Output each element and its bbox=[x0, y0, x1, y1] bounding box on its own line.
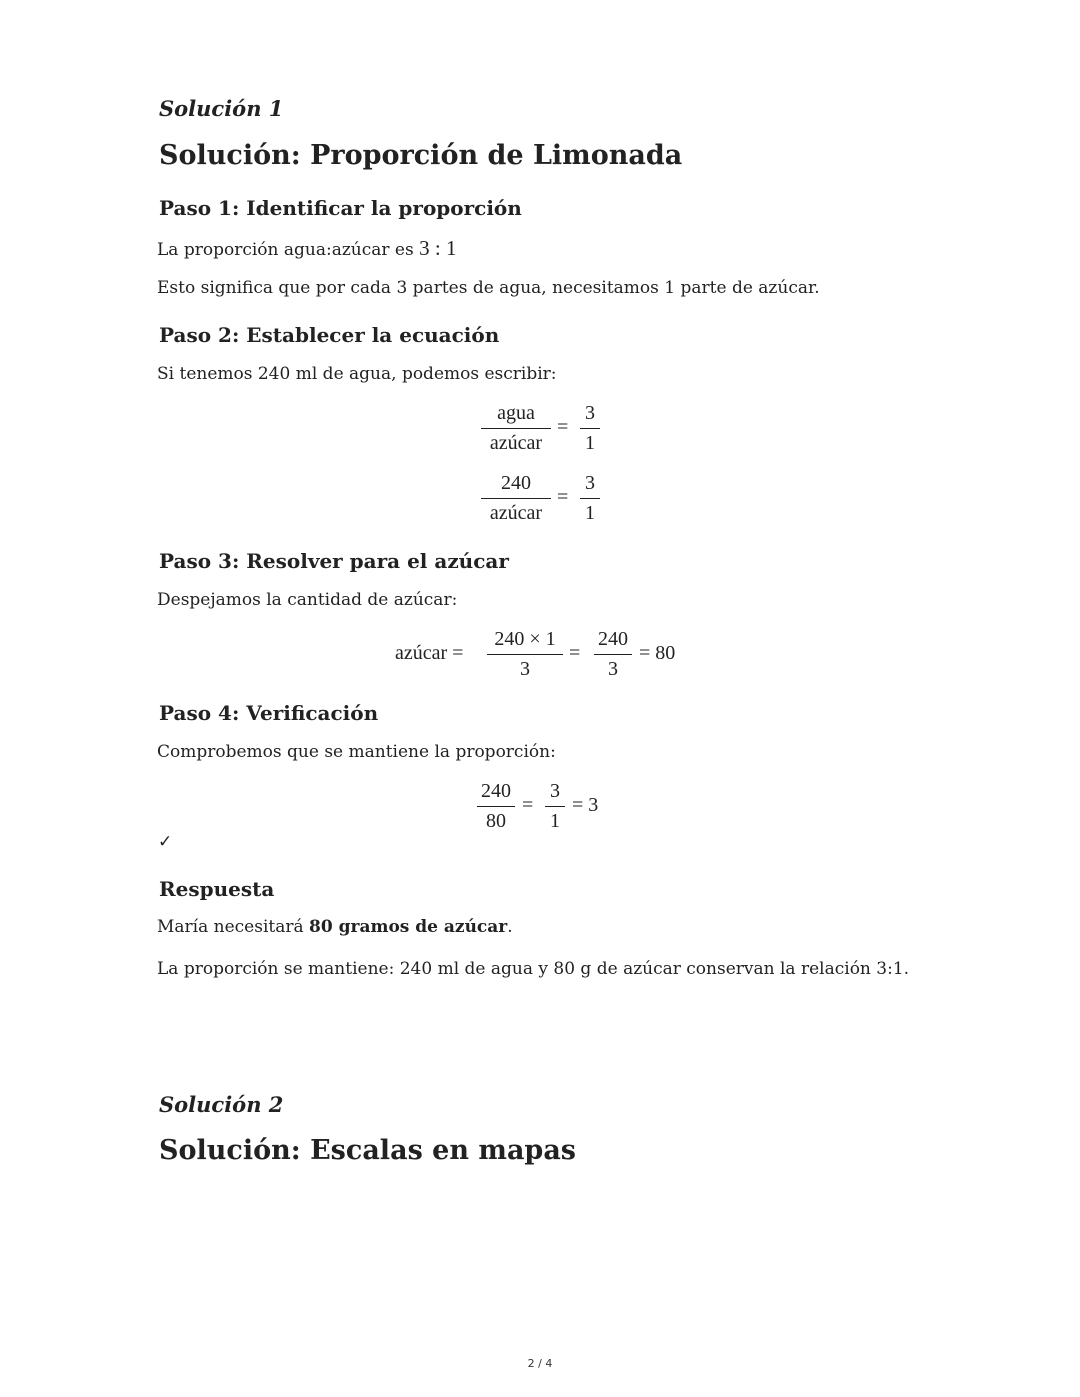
fraction bbox=[487, 626, 563, 682]
numerator: 240 × 1 bbox=[494, 628, 556, 650]
step-heading: Paso 4: Verificación bbox=[159, 701, 379, 725]
result: = 80 bbox=[639, 642, 676, 664]
check-icon: ✓ bbox=[158, 832, 173, 852]
denominator: azúcar bbox=[489, 432, 543, 454]
ratio-text-prefix: La proporción agua:azúcar es bbox=[157, 240, 420, 260]
result: = 3 bbox=[572, 794, 599, 816]
step-explanation: Esto significa que por cada 3 partes de agua, necesitamos 1 parte de azúcar. bbox=[157, 278, 820, 298]
fraction bbox=[545, 778, 565, 834]
equals-sign: = bbox=[557, 486, 569, 508]
numerator: 3 bbox=[585, 402, 595, 424]
answer-note: La proporción se mantiene: 240 ml de agua y 80 g de azúcar conservan la relación 3:1. bbox=[157, 959, 910, 979]
denominator: 1 bbox=[585, 432, 595, 454]
numerator: 240 bbox=[501, 472, 531, 494]
fraction bbox=[580, 400, 600, 456]
lhs: azúcar = bbox=[395, 642, 464, 664]
step-heading: Paso 2: Establecer la ecuación bbox=[159, 323, 500, 347]
denominator: 1 bbox=[550, 810, 560, 832]
equals-sign: = bbox=[557, 416, 569, 438]
step-heading: Paso 1: Identificar la proporción bbox=[159, 196, 522, 220]
fraction bbox=[594, 626, 632, 682]
numerator: agua bbox=[497, 402, 535, 424]
step-text: Si tenemos 240 ml de agua, podemos escribir: bbox=[157, 364, 557, 384]
denominator: azúcar bbox=[489, 502, 543, 524]
fraction bbox=[481, 470, 551, 526]
step-heading: Paso 3: Resolver para el azúcar bbox=[159, 549, 509, 573]
page-number: 2 / 4 bbox=[527, 1357, 553, 1370]
numerator: 240 bbox=[598, 628, 628, 650]
numerator: 3 bbox=[585, 472, 595, 494]
step-text: Comprobemos que se mantiene la proporción: bbox=[157, 742, 556, 762]
numerator: 240 bbox=[481, 780, 511, 802]
answer-bold: 80 gramos de azúcar bbox=[309, 917, 508, 937]
solution-title: Solución: Proporción de Limonada bbox=[159, 140, 683, 171]
fraction bbox=[477, 778, 515, 834]
solution-label: Solución 2 bbox=[159, 1092, 284, 1117]
denominator: 1 bbox=[585, 502, 595, 524]
solution-title: Solución: Escalas en mapas bbox=[159, 1135, 577, 1166]
denominator: 3 bbox=[608, 658, 618, 680]
step-text bbox=[157, 236, 456, 261]
fraction bbox=[481, 400, 551, 456]
equals-sign: = bbox=[569, 642, 581, 664]
answer-heading: Respuesta bbox=[159, 877, 275, 901]
ratio-value: 3 : 1 bbox=[419, 236, 457, 260]
denominator: 80 bbox=[486, 810, 506, 832]
denominator: 3 bbox=[520, 658, 530, 680]
fraction bbox=[580, 470, 600, 526]
answer-suffix: . bbox=[507, 917, 513, 937]
solution-label: Solución 1 bbox=[159, 96, 284, 121]
numerator: 3 bbox=[550, 780, 560, 802]
answer-prefix: María necesitará bbox=[157, 917, 310, 937]
step-text: Despejamos la cantidad de azúcar: bbox=[157, 590, 458, 610]
answer-text bbox=[157, 917, 513, 937]
equals-sign: = bbox=[522, 794, 534, 816]
